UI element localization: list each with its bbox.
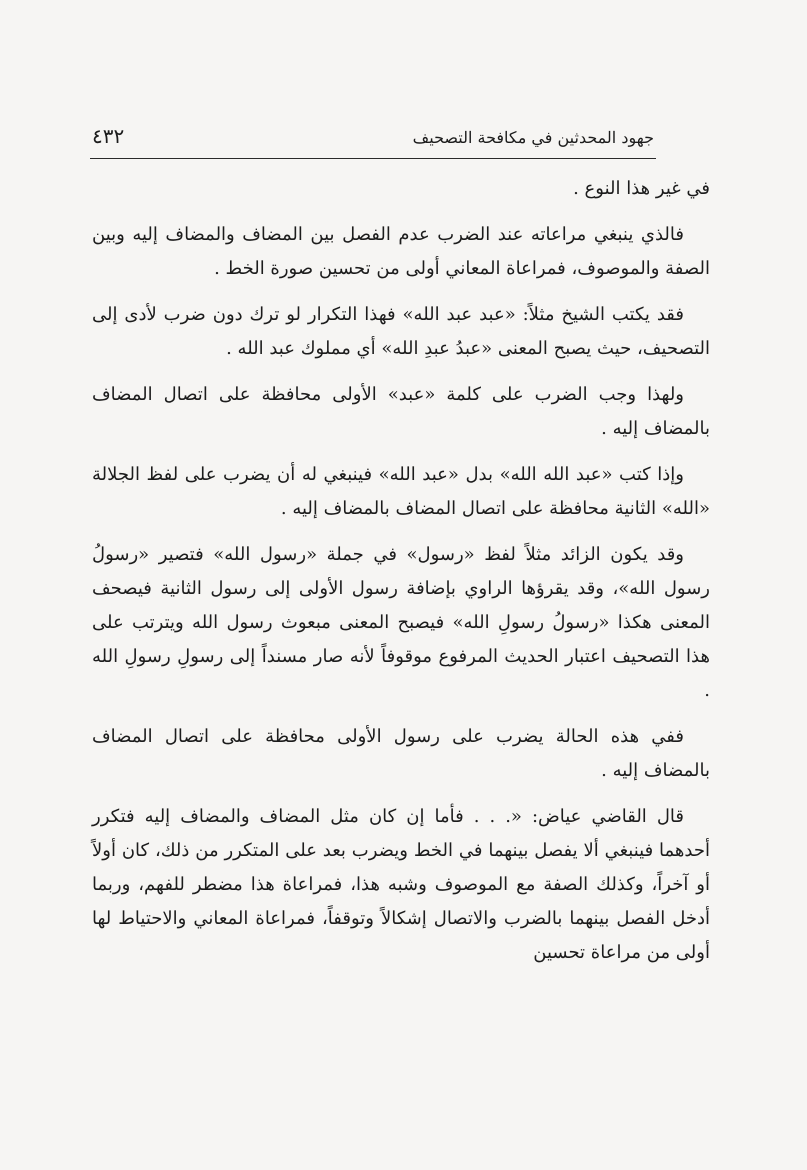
paragraph: فالذي ينبغي مراعاته عند الضرب عدم الفصل بين المضاف والمضاف إليه وبين الصفة والموصوف، فمراعاة المعاني أولى من تحسين صورة الخط . [92, 224, 710, 279]
paragraph: في غير هذا النوع . [573, 178, 710, 199]
paragraph: وإذا كتب «عبد الله الله» بدل «عبد الله» فينبغي له أن يضرب على لفظ الجلالة «الله» الثانية محافظة على اتصال المضاف بالمضاف إليه . [92, 464, 710, 519]
paragraph: ففي هذه الحالة يضرب على رسول الأولى محافظة على اتصال المضاف بالمضاف إليه . [92, 726, 710, 781]
paragraph: وقد يكون الزائد مثلاً لفظ «رسول» في جملة «رسول الله» فتصير «رسولُ رسول الله»، وقد يقرؤها الراوي بإضافة رسول الأولى إلى رسول الثانية فيصحف المعنى هكذا «رسولُ رسولِ الله» فيصبح المعنى مبعوث رسول الله ويترتب على هذا التصحيف اعتبار الحديث المرفوع موقوفاً لأنه صار مسنداً إلى رسولِ رسولِ الله . [92, 544, 711, 701]
header-rule [90, 158, 656, 159]
paragraph: ولهذا وجب الضرب على كلمة «عبد» الأولى محافظة على اتصال المضاف بالمضاف إليه . [92, 384, 710, 439]
paragraph: قال القاضي عياض: «. . . فأما إن كان مثل المضاف والمضاف إليه فتكرر أحدهما فينبغي ألا يفصل بينهما في الخط ويضرب بعد على المتكرر من ذلك، كان أولاً أو آخراً، وكذلك الصفة مع الموصوف وشبه هذا، فمراعاة هذا مضطر للفهم، وربما أدخل الفصل بينهما بالضرب والاتصال إشكالاً وتوقفاً، فمراعاة المعاني والاحتياط لها أولى من مراعاة تحسين [92, 806, 710, 963]
paragraph: فقد يكتب الشيخ مثلاً: «عبد عبد الله» فهذا التكرار لو ترك دون ضرب لأدى إلى التصحيف، حيث يصبح المعنى «عبدُ عبدِ الله» أي مملوك عبد الله . [92, 304, 710, 359]
running-head [92, 124, 654, 160]
body-text [92, 172, 710, 982]
running-title: جهود المحدثين في مكافحة التصحيف [412, 128, 654, 147]
page-number: ٤٣٢ [92, 124, 125, 148]
